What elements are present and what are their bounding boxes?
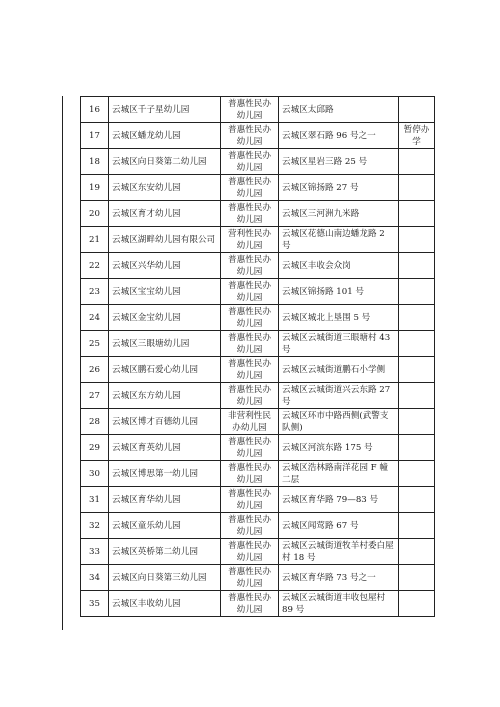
kindergarten-type: 普惠性民办幼儿园	[221, 357, 279, 383]
blank-cell	[63, 565, 81, 591]
blank-cell	[63, 175, 81, 201]
table-row	[63, 123, 435, 149]
kindergarten-type: 普惠性民办幼儿园	[221, 383, 279, 409]
kindergarten-name: 云城区童乐幼儿园	[109, 513, 221, 539]
kindergarten-address: 云城区花德山南边蟠龙路 2 号	[279, 227, 399, 253]
remark-cell	[399, 97, 435, 123]
kindergarten-address: 云城区锦扬路 101 号	[279, 279, 399, 305]
row-number: 35	[81, 591, 109, 617]
kindergarten-name: 云城区金宝幼儿园	[109, 305, 221, 331]
kindergarten-name: 云城区向日葵第二幼儿园	[109, 149, 221, 175]
kindergarten-address: 云城区丰收会众岗	[279, 253, 399, 279]
remark-cell	[399, 591, 435, 617]
remark-cell: 暂停办学	[399, 123, 435, 149]
blank-cell	[63, 487, 81, 513]
kindergarten-name: 云城区鹏石爱心幼儿园	[109, 357, 221, 383]
kindergarten-address: 云城区云城街道兴云东路 27 号	[279, 383, 399, 409]
kindergarten-type: 普惠性民办幼儿园	[221, 513, 279, 539]
kindergarten-type: 普惠性民办幼儿园	[221, 175, 279, 201]
table-row	[63, 539, 435, 565]
blank-cell	[63, 461, 81, 487]
row-number: 30	[81, 461, 109, 487]
blank-cell	[63, 513, 81, 539]
blank-cell	[63, 591, 81, 617]
kindergarten-address: 云城区闻莺路 67 号	[279, 513, 399, 539]
kindergarten-type: 普惠性民办幼儿园	[221, 123, 279, 149]
remark-cell	[399, 487, 435, 513]
kindergarten-name: 云城区东安幼儿园	[109, 175, 221, 201]
kindergarten-name: 云城区蟠龙幼儿园	[109, 123, 221, 149]
kindergarten-name: 云城区三眼塘幼儿园	[109, 331, 221, 357]
kindergarten-type: 普惠性民办幼儿园	[221, 591, 279, 617]
kindergarten-address: 云城区云城街道鹏石小学侧	[279, 357, 399, 383]
kindergarten-address: 云城区云城街道牧羊村委白屋村 18 号	[279, 539, 399, 565]
blank-cell	[63, 383, 81, 409]
remark-cell	[399, 279, 435, 305]
kindergarten-list-table	[62, 96, 435, 617]
table-row	[63, 279, 435, 305]
kindergarten-address: 云城区城北上垦围 5 号	[279, 305, 399, 331]
row-number: 16	[81, 97, 109, 123]
table-row	[63, 487, 435, 513]
table-row	[63, 253, 435, 279]
row-number: 34	[81, 565, 109, 591]
kindergarten-address: 云城区星岩三路 25 号	[279, 149, 399, 175]
row-number: 31	[81, 487, 109, 513]
blank-cell	[63, 539, 81, 565]
blank-cell	[63, 409, 81, 435]
row-number: 17	[81, 123, 109, 149]
row-number: 27	[81, 383, 109, 409]
table-row	[63, 175, 435, 201]
kindergarten-type: 普惠性民办幼儿园	[221, 253, 279, 279]
kindergarten-name: 云城区育才幼儿园	[109, 201, 221, 227]
kindergarten-address: 云城区云城街道三眼塘村 43 号	[279, 331, 399, 357]
remark-cell	[399, 201, 435, 227]
kindergarten-type: 普惠性民办幼儿园	[221, 149, 279, 175]
kindergarten-type: 普惠性民办幼儿园	[221, 331, 279, 357]
row-number: 18	[81, 149, 109, 175]
kindergarten-type: 普惠性民办幼儿园	[221, 565, 279, 591]
kindergarten-address: 云城区三河洲九米路	[279, 201, 399, 227]
row-number: 25	[81, 331, 109, 357]
table-row	[63, 149, 435, 175]
row-number: 24	[81, 305, 109, 331]
remark-cell	[399, 435, 435, 461]
row-number: 29	[81, 435, 109, 461]
table-row	[63, 227, 435, 253]
kindergarten-address: 云城区锦扬路 27 号	[279, 175, 399, 201]
kindergarten-address: 云城区环市中路西侧(武警支队侧)	[279, 409, 399, 435]
kindergarten-address: 云城区浩林路南洋花园 F 幢二层	[279, 461, 399, 487]
blank-cell	[63, 227, 81, 253]
kindergarten-name: 云城区千子星幼儿园	[109, 97, 221, 123]
row-number: 32	[81, 513, 109, 539]
kindergarten-type: 普惠性民办幼儿园	[221, 539, 279, 565]
kindergarten-name: 云城区育英幼儿园	[109, 435, 221, 461]
remark-cell	[399, 565, 435, 591]
remark-cell	[399, 513, 435, 539]
kindergarten-name: 云城区丰收幼儿园	[109, 591, 221, 617]
row-number: 20	[81, 201, 109, 227]
kindergarten-address: 云城区育华路 73 号之一	[279, 565, 399, 591]
kindergarten-name: 云城区兴华幼儿园	[109, 253, 221, 279]
table-row	[63, 305, 435, 331]
blank-cell	[63, 331, 81, 357]
kindergarten-name: 云城区博思第一幼儿园	[109, 461, 221, 487]
kindergarten-name: 云城区博才百德幼儿园	[109, 409, 221, 435]
blank-cell	[63, 279, 81, 305]
kindergarten-name: 云城区向日葵第三幼儿园	[109, 565, 221, 591]
blank-cell	[63, 253, 81, 279]
kindergarten-type: 普惠性民办幼儿园	[221, 201, 279, 227]
table-row	[63, 97, 435, 123]
row-number: 33	[81, 539, 109, 565]
table-row	[63, 331, 435, 357]
blank-cell	[63, 357, 81, 383]
table-row	[63, 201, 435, 227]
remark-cell	[399, 227, 435, 253]
kindergarten-type: 普惠性民办幼儿园	[221, 305, 279, 331]
blank-cell	[63, 97, 81, 123]
table-row	[63, 591, 435, 617]
table-row	[63, 435, 435, 461]
remark-cell	[399, 253, 435, 279]
blank-cell	[63, 123, 81, 149]
blank-cell	[63, 435, 81, 461]
table-row	[63, 383, 435, 409]
blank-cell	[63, 201, 81, 227]
kindergarten-address: 云城区育华路 79—83 号	[279, 487, 399, 513]
blank-cell	[63, 305, 81, 331]
kindergarten-type: 普惠性民办幼儿园	[221, 487, 279, 513]
kindergarten-name: 云城区宝宝幼儿园	[109, 279, 221, 305]
kindergarten-type: 普惠性民办幼儿园	[221, 461, 279, 487]
kindergarten-name: 云城区育华幼儿园	[109, 487, 221, 513]
kindergarten-type: 普惠性民办幼儿园	[221, 97, 279, 123]
table-body	[63, 97, 435, 617]
row-number: 19	[81, 175, 109, 201]
table-row	[63, 409, 435, 435]
remark-cell	[399, 461, 435, 487]
kindergarten-address: 云城区翠石路 96 号之一	[279, 123, 399, 149]
row-number: 28	[81, 409, 109, 435]
row-number: 23	[81, 279, 109, 305]
table-row	[63, 513, 435, 539]
kindergarten-type: 普惠性民办幼儿园	[221, 435, 279, 461]
remark-cell	[399, 383, 435, 409]
row-number: 22	[81, 253, 109, 279]
row-number: 26	[81, 357, 109, 383]
remark-cell	[399, 539, 435, 565]
row-number: 21	[81, 227, 109, 253]
kindergarten-address: 云城区太邱路	[279, 97, 399, 123]
remark-cell	[399, 357, 435, 383]
table-row	[63, 461, 435, 487]
kindergarten-name: 云城区英桥第二幼儿园	[109, 539, 221, 565]
kindergarten-address: 云城区河滨东路 175 号	[279, 435, 399, 461]
kindergarten-table	[62, 96, 435, 617]
blank-cell	[63, 149, 81, 175]
table-row	[63, 565, 435, 591]
kindergarten-type: 非营利性民办幼儿园	[221, 409, 279, 435]
kindergarten-address: 云城区云城街道丰收包屋村 89 号	[279, 591, 399, 617]
kindergarten-name: 云城区东方幼儿园	[109, 383, 221, 409]
kindergarten-type: 营利性民办幼儿园	[221, 227, 279, 253]
remark-cell	[399, 331, 435, 357]
remark-cell	[399, 175, 435, 201]
kindergarten-type: 普惠性民办幼儿园	[221, 279, 279, 305]
remark-cell	[399, 409, 435, 435]
remark-cell	[399, 149, 435, 175]
remark-cell	[399, 305, 435, 331]
table-row	[63, 357, 435, 383]
kindergarten-name: 云城区湖畔幼儿园有限公司	[109, 227, 221, 253]
